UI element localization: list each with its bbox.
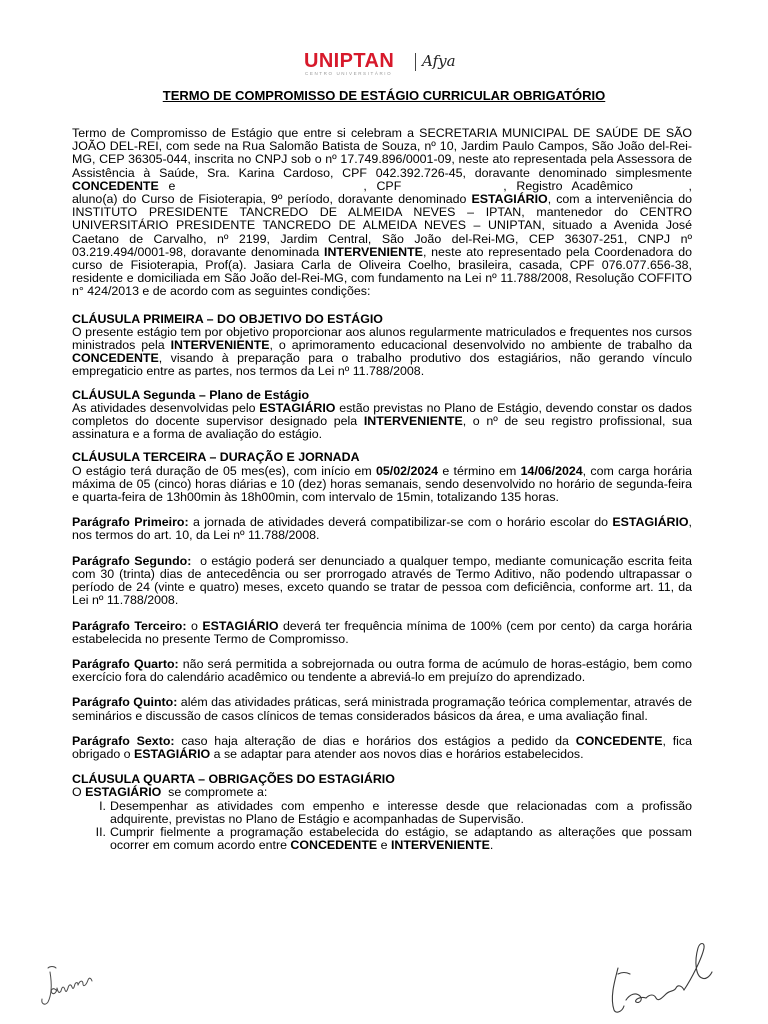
paragraph-2: Parágrafo Segundo: o estágio poderá ser denunciado a qualquer tempo, mediante comunicação escrita feita com 30 (trinta) dias de antecedência ou ser prorrogado através de Termo Aditivo, não podendo ultrapassar o período de 24 (vinte e quatro) meses, exceto quando se tratar de pessoa com deficiência, conforme art. 11, da Lei nº 11.788/2008. bbox=[72, 553, 696, 608]
logo-separator bbox=[415, 53, 416, 71]
paragraph-1: Parágrafo Primeiro: a jornada de atividades deverá compatibilizar-se com o horário escolar do ESTAGIÁRIO, nos termos do art. 10, da Lei nº 11.788/2008. bbox=[72, 515, 692, 543]
document-title: TERMO DE COMPROMISSO DE ESTÁGIO CURRICULAR OBRIGATÓRIO bbox=[162, 88, 606, 103]
clause-1-heading: CLÁUSULA PRIMEIRA – DO OBJETIVO DO ESTÁGIO bbox=[72, 311, 383, 326]
document-body bbox=[72, 126, 696, 853]
paragraph-3: Parágrafo Terceiro: o ESTAGIÁRIO deverá ter frequência mínima de 100% (cem por cento) da carga horária estabelecida no presente Termo de Compromisso. bbox=[72, 618, 693, 646]
paragraph-4: Parágrafo Quarto: não será permitida a sobrejornada ou outra forma de acúmulo de horas-estágio, bem como exercício fora do calendário acadêmico ou tendente a abreviá-lo em prejuízo do aprendizado. bbox=[72, 656, 692, 685]
clause-4-lead: O ESTAGIÁRIO se compromete a: bbox=[72, 785, 268, 800]
signature-right bbox=[596, 938, 716, 1018]
clause-3-heading: CLÁUSULA TERCEIRA – DURAÇÃO E JORNADA bbox=[72, 450, 360, 465]
intro-paragraph: Termo de Compromisso de Estágio que entre si celebram a SECRETARIA MUNICIPAL DE SAÚDE DE SÃO JOÃO DEL-REI, com sede na Rua Salomão Batista de Souza, nº 10, Jardim Paulo Campos, São João del-Rei-MG, CEP 36305-044, inscrita no CNPJ sob o nº 17.749.896/0001-09, neste ato representada pela Assessora de Assistência à Saúde, Sra. Karina Cardoso, CPF 042.392.726-45, doravante denominado simplesmente CONCEDENTE e , CPF , Registro Acadêmico , aluno(a) do Curso de Fisioterapia, 9º período, doravante denominado ESTAGIÁRIO, com a interveniência do INSTITUTO PRESIDENTE TANCREDO DE ALMEIDA NEVES – IPTAN, mantenedor do CENTRO UNIVERSITÁRIO PRESIDENTE TANCREDO DE ALMEIDA NEVES – UNIPTAN, situado a Avenida José Caetano de Carvalho, nº 2199, Jardim Central, São João del-Rei-MG, CEP 36307-251, CNPJ nº 03.219.494/0001-98, doravante denominada INTERVENIENTE, neste ato representado pela Coordenadora do curso de Fisioterapia, Prof(a). Jasiara Carla de Oliveira Coelho, brasileira, casada, CPF 076.077.656-38, residente e domiciliada em São João del-Rei-MG, com fundamento na Lei nº 11.788/2008, Resolução COFFITO n° 424/2013 e de acordo com as seguintes condições: bbox=[72, 126, 692, 299]
clause-4-heading: CLÁUSULA QUARTA – OBRIGAÇÕES DO ESTAGIÁRIO bbox=[72, 772, 395, 787]
clause-1-text: O presente estágio tem por objetivo proporcionar aos alunos regularmente matriculados e frequentes nos cursos ministrados pela INTERVENIENTE, o aprimoramento educacional desenvolvido no ambiente de trabalho da CONCEDENTE, visando à preparação para o trabalho produtivo dos estagiários, não gerando vínculo empregaticio entre as partes, nos termos da Lei nº 11.788/2008. bbox=[72, 324, 692, 379]
clause-2-heading: CLÁUSULA Segunda – Plano de Estágio bbox=[72, 387, 310, 402]
logo-uniptan-text: UNIPTAN bbox=[304, 50, 395, 72]
logo-afya-text: Afya bbox=[422, 52, 456, 70]
clause-3-text: O estágio terá duração de 05 mes(es), com início em 05/02/2024 e término em 14/06/2024, com carga horária máxima de 05 (cinco) horas diárias e 10 (dez) horas semanais, sendo desenvolvido no horário de segunda-feira e quarta-feira de 13h00min às 18h00min, com intervalo de 15min, totalizando 135 horas. bbox=[72, 463, 692, 505]
logo-tagline: CENTRO UNIVERSITÁRIO bbox=[305, 71, 393, 76]
paragraph-5: Parágrafo Quinto: além das atividades práticas, será ministrada programação teórica complementar, através de seminários e discussão de casos clínicos de temas considerados básicos da área, e uma avaliação final. bbox=[72, 695, 692, 723]
paragraph-6: Parágrafo Sexto: caso haja alteração de dias e horários dos estágios a pedido da CONCEDENTE, fica obrigado o ESTAGIÁRIO a se adaptar para atender aos novos dias e horários estabelecidos. bbox=[72, 733, 692, 761]
list-item: II. Cumprir fielmente a programação estabelecida do estágio, se adaptando as alterações que possam ocorrer em comum acordo entre CONCEDENTE e INTERVENIENTE. bbox=[95, 824, 692, 853]
clause-2-text: As atividades desenvolvidas pelo ESTAGIÁRIO estão previstas no Plano de Estágio, devendo constar os dados completos do docente supervisor designado pela INTERVENIENTE, o nº de seu registro profissional, sua assinatura e a forma de avaliação do estágio. bbox=[72, 400, 692, 442]
uniptan-afya-logo bbox=[304, 50, 474, 78]
clause-4-list bbox=[72, 800, 692, 853]
list-item: I. Desempenhar as atividades com empenho e interesse desde que relacionadas com a profissão adquirente, previstas no Plano de Estágio e acompanhadas de Supervisão. bbox=[99, 798, 692, 826]
signature-left-initials bbox=[36, 960, 98, 1010]
